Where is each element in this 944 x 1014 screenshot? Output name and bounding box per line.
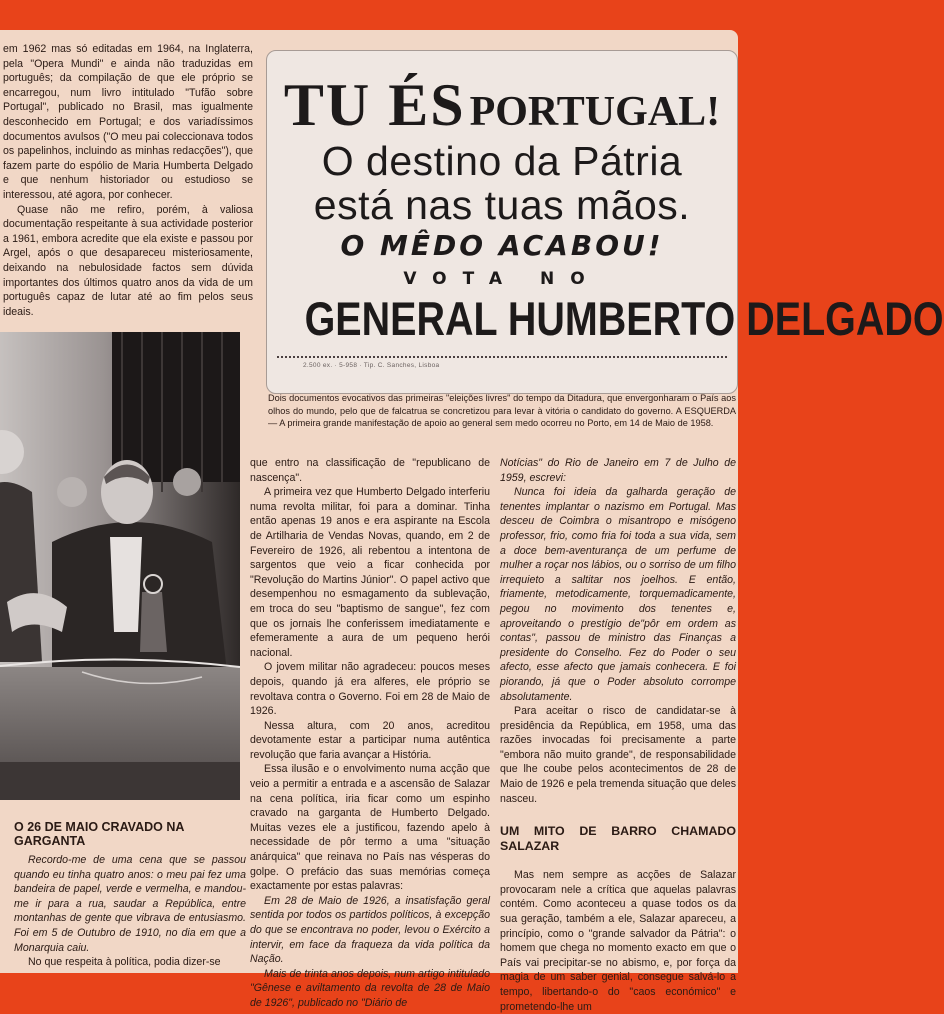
paragraph-quote: Nunca foi ideia da galharda geração de tenentes implantar o nazismo em Portugal. Mas desceu de Coimbra o misantropo e misógeno professor, frio, como fria foi toda a sua vida, sem a doce bem-aventurança de um perfume de mulher a roçar nos lábios, ou o sorriso de um filho irrequieto a saltitar nos joelhos. E então, friamente, metodicamente, torquemadicamente, pegou no movimento dos tenentes e, aproveitando o prestígio de"pôr em ordem as contas", passou de ministro das Finanças a presidente do Conselho. Fez do Poder o seu afecto, esse afecto que jamais conhecera. E foi piorando, já que o Poder absoluto corrompe absolutamente.	[500, 486, 736, 703]
magazine-page	[0, 30, 944, 1013]
paragraph: que entro na classificação de "republicano de nascença".	[250, 457, 490, 484]
poster-line-maos: está nas tuas mãos.	[313, 182, 691, 228]
poster-portugal: PORTUGAL!	[469, 89, 721, 135]
paragraph: Mas nem sempre as acções de Salazar provocaram nele a crítica que aquelas palavras contém. Como aconteceu a quase todos os da sua geração, também a ele, Salazar apareceu, a princípio, como o "grande salvador da Pátria": o homem que chega no momento exacto em que o País vai precipitar-se no abismo, e, por força da magia de um saber genial, consegue salvá-lo a tempo, libertando-o do "caos económico" e prometendo-lhe um	[500, 869, 736, 1013]
paragraph: Para aceitar o risco de candidatar-se à presidência da República, em 1958, uma das razões invocadas foi precisamente a parte "embora não muito grande", de responsabilidade que lhe coube pelos acontecimentos de 28 de Maio de 1926 e pela tremenda situação que deles nasceu.	[500, 705, 736, 805]
paragraph-quote: Notícias" do Rio de Janeiro em 7 de Julho de 1959, escrevi:	[500, 457, 736, 484]
election-poster	[266, 50, 944, 394]
poster-divider	[277, 356, 727, 358]
photo-caption: Dois documentos evocativos das primeiras "eleições livres" do tempo da Ditadura, que envergonharam o País aos olhos do mundo, pelo que de falcatrua se concretizou para levar à vitória o candidato do governo. A ESQUERDA — A primeira grande manifestação de apoio ao general sem medo ocorreu no Porto, em 14 de Maio de 1958.	[268, 393, 736, 429]
poster-line-destino: O destino da Pátria	[321, 138, 683, 184]
paragraph-quote: Recordo-me de uma cena que se passou quando eu tinha quatro anos: o meu pai fez uma bandeira de papel, verde e vermelha, e mandou-me ir para a rua, saudar a República, entre montanhas de gente que vibrava de entusiasmo. Foi em 5 de Outubro de 1910, no dia em que a Monarquia caiu.	[14, 854, 246, 954]
poster-line-general: GENERAL HUMBERTO DELGADO	[304, 292, 944, 345]
paragraph: Quase não me refiro, porém, à valiosa documentação respeitante à sua actividade posterior a 1961, embora acredite que ela existe e passou por Argel, após o que desapareceu misteriosamente, deixando na nebulosidade factos sem dúvida importantes dos últimos quatro anos da vida de um português capaz de lutar até ao fim pelos seus ideais.	[3, 203, 253, 318]
section-heading-mito: UM MITO DE BARRO CHAMADO SALAZAR	[500, 824, 736, 854]
poster-line-vota: VOTA NO	[403, 269, 601, 289]
paragraph: Essa ilusão e o envolvimento numa acção que veio a permitir a entrada e a ascensão de Salazar na cena política, iria ficar como um espinho cravado na garganta de Humberto Delgado. Muitas vezes ele a justificou, fazendo apelo à necessidade de pôr termo a uma "situação anárquica" que reinava no País nas vésperas do golpe. O prefácio das suas memórias começa exactamente por estas palavras:	[250, 763, 490, 893]
poster-line-medo: O MÊDO ACABOU!	[340, 229, 664, 262]
section-heading-26-maio: O 26 DE MAIO CRAVADO NA GARGANTA	[14, 820, 184, 848]
paragraph: A primeira vez que Humberto Delgado interferiu numa revolta militar, foi para a dominar. Tinha então apenas 19 anos e era aspirante na Escola de Artilharia de Vendas Novas, quando, em 2 de Fevereiro de 1926, ali rebentou a intentona de sargentos que veio a ficar conhecida por "Revolução do Martins Júnior". O papel activo que desempenhou no esmagamento da sublevação, em troca do seu "baptismo de sangue", fez com que os jornais lhe conferissem imediatamente e efemeramente a aura de um pequeno herói nacional.	[250, 486, 490, 659]
paragraph-quote: Em 28 de Maio de 1926, a insatisfação geral sentida por todos os partidos políticos, à excepção do que se encontrava no poder, levou o Exército a intervir, em face da fraqueza da vida política da Nação.	[250, 894, 490, 966]
paragraph-quote: Mais de trinta anos depois, num artigo intitulado "Gênese e aviltamento da revolta de 28 de Maio de 1926", publicado no "Diário de	[250, 967, 490, 1009]
rally-photo-image	[0, 332, 240, 800]
paragraph: O jovem militar não agradeceu: poucos meses depois, quando já era alferes, ele próprio se revoltava contra o Governo. Foi em 28 de Maio de 1926.	[250, 661, 490, 718]
paragraph: em 1962 mas só editadas em 1964, na Inglaterra, pela "Opera Mundi" e ainda não traduzidas em português; da compilação de que ele próprio se encarregou, num livro intitulado "Tufão sobre Portugal", publicado no Brasil, mas igualmente desconhecido em Portugal; e dos variadíssimos documentos avulsos ("O meu pai coleccionava todos os papelinhos, incluindo as minhas redacções"), que fazem parte do espólio de Maria Humberta Delgado e que nenhum historiador ou estudioso se interessou, até agora, por conhecer.	[3, 43, 253, 201]
poster-headline	[267, 71, 737, 140]
poster-printer-note: 2.500 ex. · 5-958 · Tip. C. Sanches, Lisboa	[303, 362, 440, 369]
poster-tu-es: TU ÉS	[283, 72, 466, 138]
right-column	[500, 456, 736, 1014]
top-left-column	[3, 42, 253, 319]
middle-column	[250, 456, 490, 1011]
bottom-left-column	[14, 853, 246, 970]
rally-photo	[0, 332, 240, 800]
paragraph: Nessa altura, com 20 anos, acreditou devotamente estar a participar numa autêntica revolução que faria avançar a História.	[250, 719, 490, 761]
paragraph: No que respeita à política, podia dizer-se	[28, 956, 221, 969]
